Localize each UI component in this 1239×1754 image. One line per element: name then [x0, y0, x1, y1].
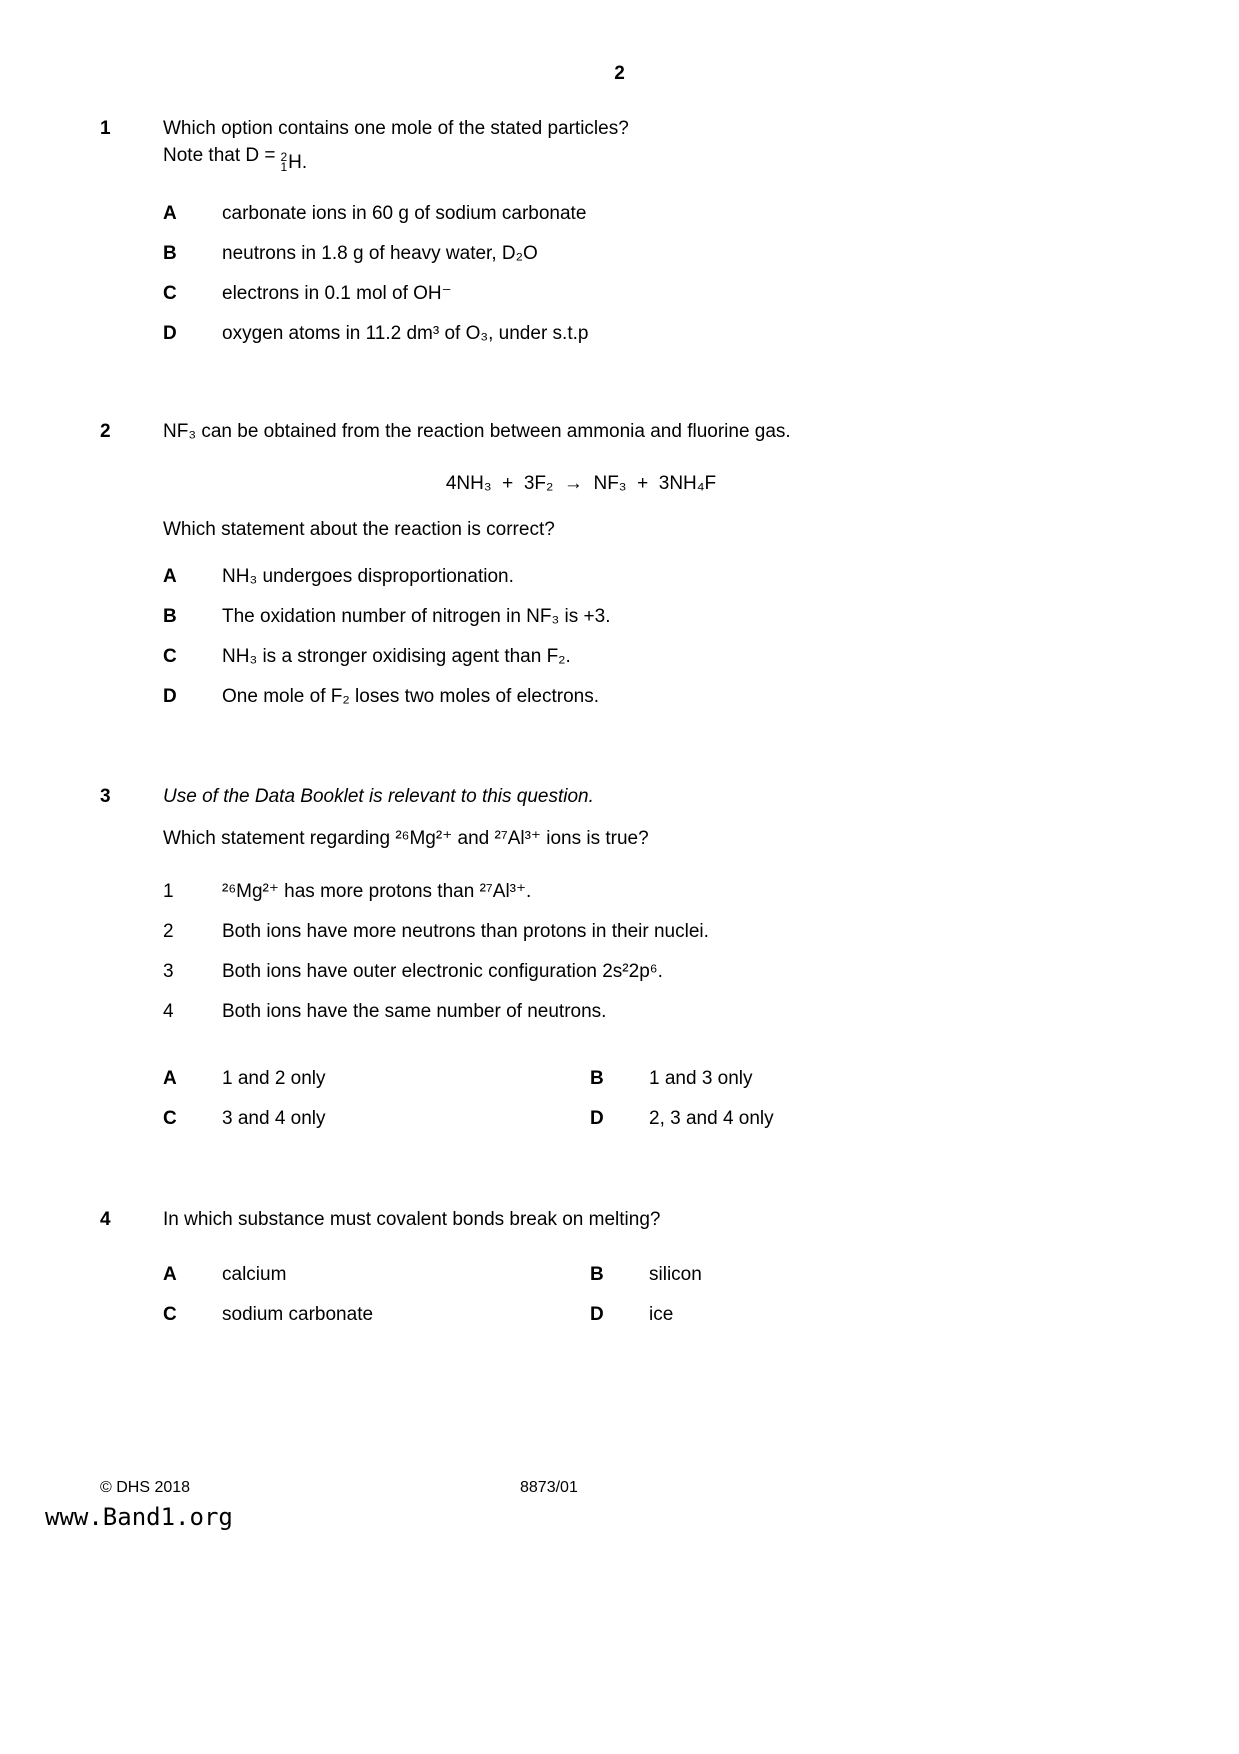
- option-text: The oxidation number of nitrogen in NF₃ is +3.: [222, 605, 611, 627]
- option-text: 1 and 2 only: [222, 1067, 326, 1089]
- footer-paper-code: 8873/01: [520, 1479, 578, 1496]
- statement-row: [163, 918, 1139, 945]
- question-1-number: 1: [100, 118, 111, 139]
- statement-number: 4: [163, 1000, 174, 1022]
- option-letter: A: [163, 565, 177, 587]
- statement-number: 1: [163, 880, 174, 902]
- option-text: 3 and 4 only: [222, 1107, 326, 1129]
- option-text: NH₃ is a stronger oxidising agent than F₂.: [222, 645, 571, 667]
- question-3: [100, 783, 1139, 1145]
- option-text: NH₃ undergoes disproportionation.: [222, 565, 514, 587]
- option-text: 2, 3 and 4 only: [649, 1107, 774, 1129]
- question-2-options: [163, 563, 1139, 710]
- question-3-body: [163, 783, 1139, 1145]
- option-letter: C: [163, 1303, 177, 1325]
- option-letter: D: [163, 685, 177, 707]
- question-2-body: [163, 418, 1139, 723]
- question-2: [100, 418, 1139, 723]
- isotope-atomic-number: 1: [280, 160, 288, 174]
- option-row: [590, 1065, 1139, 1092]
- question-4-body: [163, 1206, 1139, 1341]
- option-letter: B: [163, 242, 177, 264]
- question-1: [100, 115, 1139, 360]
- option-letter: C: [163, 1107, 177, 1129]
- question-4-options: [163, 1261, 1139, 1341]
- isotope-notation: [275, 149, 307, 176]
- statement-row: [163, 998, 1139, 1025]
- option-row: [163, 280, 1139, 307]
- option-row: [163, 1261, 590, 1288]
- option-letter: C: [163, 645, 177, 667]
- question-4: [100, 1206, 1139, 1341]
- statement-text: Both ions have more neutrons than protons in their nuclei.: [222, 920, 709, 942]
- statement-text: Both ions have the same number of neutrons.: [222, 1000, 607, 1022]
- option-row: [163, 683, 1139, 710]
- option-text: neutrons in 1.8 g of heavy water, D₂O: [222, 242, 538, 264]
- note-text: Note that D =: [163, 145, 276, 166]
- option-row: [163, 200, 1139, 227]
- option-row: [163, 240, 1139, 267]
- question-2-number: 2: [100, 420, 111, 442]
- option-text: oxygen atoms in 11.2 dm³ of O₃, under s.t.p: [222, 322, 589, 344]
- option-row: [163, 1105, 590, 1132]
- option-row: [163, 1065, 590, 1092]
- option-text: silicon: [649, 1263, 702, 1285]
- statement-row: [163, 958, 1139, 985]
- chemical-equation: 4NH₃ + 3F₂ → NF₃ + 3NH₄F: [445, 472, 717, 494]
- question-3-prompt: Which statement regarding ²⁶Mg²⁺ and ²⁷Al³⁺ ions is true?: [163, 827, 649, 849]
- question-2-prompt: NF₃ can be obtained from the reaction between ammonia and fluorine gas.: [163, 420, 791, 442]
- option-letter: A: [163, 1067, 177, 1089]
- option-text: carbonate ions in 60 g of sodium carbonate: [222, 202, 587, 224]
- statement-number: 3: [163, 960, 174, 982]
- option-row: [163, 643, 1139, 670]
- question-4-number: 4: [100, 1208, 111, 1230]
- option-letter: D: [590, 1303, 604, 1325]
- option-text: ice: [649, 1303, 674, 1325]
- data-booklet-note: Use of the Data Booklet is relevant to this question.: [163, 785, 594, 807]
- option-letter: A: [163, 1263, 177, 1285]
- option-letter: D: [590, 1107, 604, 1129]
- question-3-statements: [163, 878, 1139, 1025]
- option-letter: B: [163, 605, 177, 627]
- question-3-options: [163, 1065, 1139, 1145]
- question-1-options: [163, 200, 1139, 347]
- statement-text: ²⁶Mg²⁺ has more protons than ²⁷Al³⁺.: [222, 880, 532, 902]
- option-text: One mole of F₂ loses two moles of electrons.: [222, 685, 599, 707]
- statement-number: 2: [163, 920, 174, 942]
- option-row: [590, 1261, 1139, 1288]
- option-letter: B: [590, 1067, 604, 1089]
- option-row: [163, 603, 1139, 630]
- question-2-subprompt: Which statement about the reaction is correct?: [163, 518, 555, 540]
- option-letter: D: [163, 322, 177, 344]
- option-row: [163, 1301, 590, 1328]
- option-letter: B: [590, 1263, 604, 1285]
- question-1-note: [163, 142, 1139, 176]
- isotope-mass-number: 2: [280, 150, 288, 164]
- question-4-prompt: In which substance must covalent bonds break on melting?: [163, 1208, 661, 1230]
- option-row: [590, 1301, 1139, 1328]
- isotope-symbol: H.: [288, 151, 308, 173]
- statement-text: Both ions have outer electronic configuration 2s²2p⁶.: [222, 960, 663, 982]
- option-letter: A: [163, 202, 177, 224]
- question-1-body: [163, 115, 1139, 360]
- option-text: sodium carbonate: [222, 1303, 374, 1325]
- option-row: [163, 563, 1139, 590]
- page-number: 2: [614, 63, 625, 84]
- question-3-number: 3: [100, 785, 111, 807]
- option-row: [163, 320, 1139, 347]
- watermark-url: www.Band1.org: [45, 1503, 233, 1531]
- isotope-stack: [280, 152, 287, 172]
- statement-row: [163, 878, 1139, 905]
- option-row: [590, 1105, 1139, 1132]
- question-1-prompt: Which option contains one mole of the stated particles?: [163, 118, 629, 139]
- footer-copyright: © DHS 2018: [100, 1479, 191, 1496]
- option-text: electrons in 0.1 mol of OH⁻: [222, 282, 452, 304]
- option-letter: C: [163, 282, 177, 304]
- option-text: calcium: [222, 1263, 287, 1285]
- option-text: 1 and 3 only: [649, 1067, 753, 1089]
